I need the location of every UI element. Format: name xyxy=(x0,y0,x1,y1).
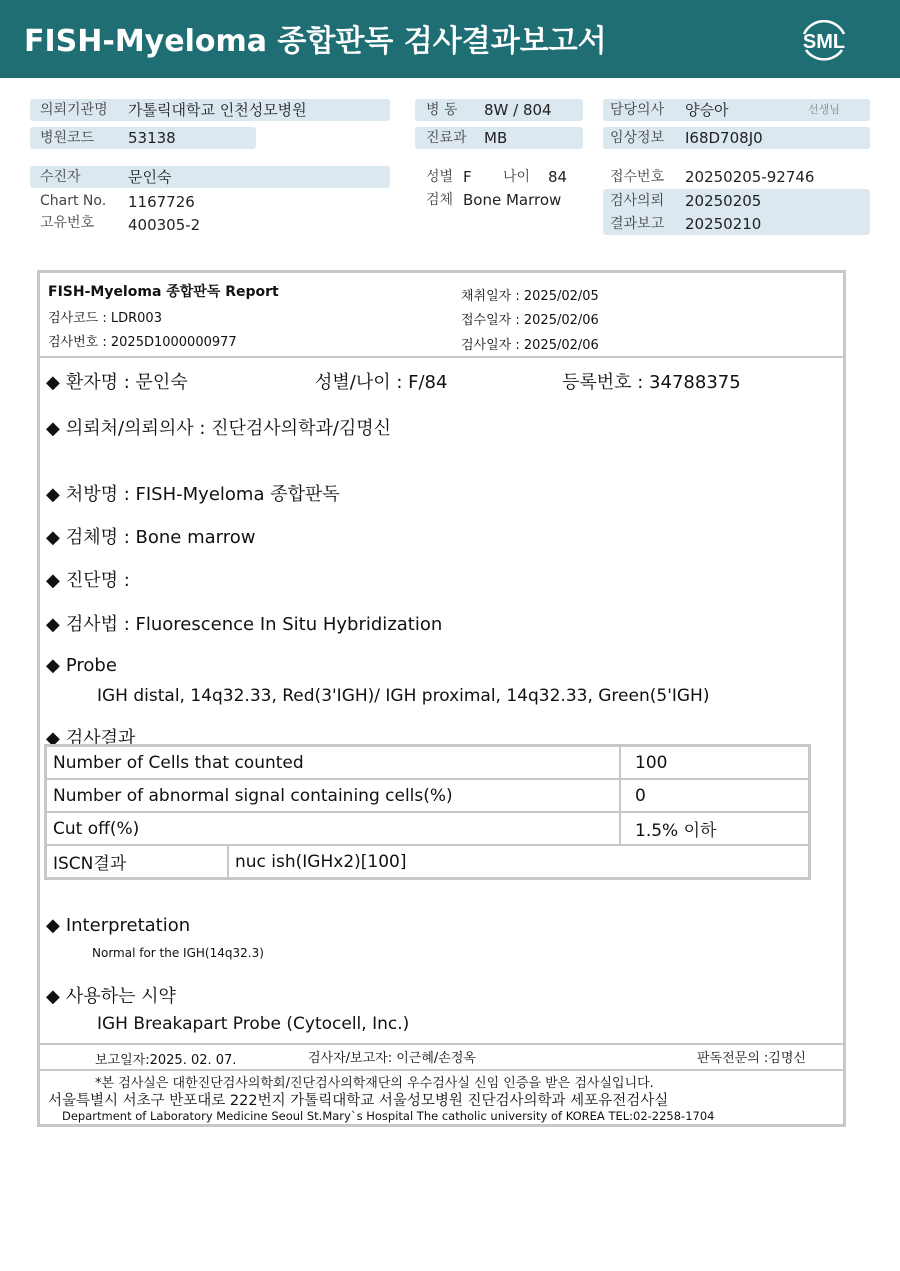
report-header xyxy=(40,273,843,358)
specimen-value: Bone Marrow xyxy=(463,191,562,209)
table-row xyxy=(46,779,810,812)
diamond-icon: ◆ xyxy=(46,372,60,393)
test-number: 검사번호 : 2025D1000000977 xyxy=(48,335,237,350)
request-value: 20250205 xyxy=(685,192,762,210)
referrer-line: ◆ 의뢰처/의뢰의사 : 진단검사의학과/김명신 xyxy=(46,418,392,439)
table-row xyxy=(46,746,810,780)
probe-text: IGH distal, 14q32.33, Red(3'IGH)/ IGH proximal, 14q32.33, Green(5'IGH) xyxy=(97,686,710,706)
doctor-suffix: 선생님 xyxy=(808,103,840,116)
sex-value: F xyxy=(463,168,472,186)
table-row xyxy=(46,845,810,879)
footer-divider-1 xyxy=(40,1043,843,1045)
footer-divider-2 xyxy=(40,1069,843,1071)
sml-logo xyxy=(796,12,852,68)
report-label: 결과보고 xyxy=(610,216,665,232)
diamond-icon: ◆ xyxy=(46,986,60,1007)
dept-value: MB xyxy=(484,129,508,147)
report-date: 보고일자:2025. 02. 07. xyxy=(95,1053,237,1068)
patient-value: 문인숙 xyxy=(128,168,172,186)
iscn-label: ISCN결과 xyxy=(46,845,229,879)
report-value: 20250210 xyxy=(685,215,762,233)
patient-row-bg xyxy=(30,166,390,188)
sex-age-line: 성별/나이 : F/84 xyxy=(315,372,448,393)
clinical-label: 임상정보 xyxy=(610,130,665,146)
specimen-line: ◆ 검체명 : Bone marrow xyxy=(46,527,256,548)
diamond-icon: ◆ xyxy=(46,614,60,635)
specialist: 판독전문의 :김명신 xyxy=(697,1051,806,1066)
diamond-icon: ◆ xyxy=(46,655,60,676)
diamond-icon: ◆ xyxy=(46,527,60,548)
receive-date: 접수일자 : 2025/02/06 xyxy=(461,313,599,328)
clinical-value: I68D708J0 xyxy=(685,129,763,147)
patient-line: ◆ 환자명 : 문인숙 xyxy=(46,372,188,393)
reg-no-line: 등록번호 : 34788375 xyxy=(562,372,741,393)
row-value: 0 xyxy=(620,779,810,812)
method-line: ◆ 검사법 : Fluorescence In Situ Hybridization xyxy=(46,614,443,635)
age-label: 나이 xyxy=(503,169,531,185)
specimen-label: 검체 xyxy=(426,192,454,208)
hospital-label: 의뢰기관명 xyxy=(40,102,108,118)
result-title: ◆ 검사결과 xyxy=(46,728,136,749)
code-label: 병원코드 xyxy=(40,130,95,146)
diamond-icon: ◆ xyxy=(46,484,60,505)
request-label: 검사의뢰 xyxy=(610,193,665,209)
chart-value: 1167726 xyxy=(128,193,195,211)
exam-date: 검사일자 : 2025/02/06 xyxy=(461,338,599,353)
iscn-value: nuc ish(IGHx2)[100] xyxy=(228,845,810,879)
report-title: FISH-Myeloma 종합판독 Report xyxy=(48,284,279,300)
doctor-label: 담당의사 xyxy=(610,102,665,118)
receipt-value: 20250205-92746 xyxy=(685,168,815,186)
row-label: Number of abnormal signal containing cells(%) xyxy=(46,779,621,812)
ward-value: 8W / 804 xyxy=(484,101,552,119)
diamond-icon: ◆ xyxy=(46,915,60,936)
page-title: FISH-Myeloma 종합판독 검사결과보고서 xyxy=(24,24,607,59)
logo-text: SML xyxy=(802,31,846,53)
prescription-line: ◆ 처방명 : FISH-Myeloma 종합판독 xyxy=(46,484,340,505)
unique-value: 400305-2 xyxy=(128,216,201,234)
unique-label: 고유번호 xyxy=(40,215,95,231)
row-label: Cut off(%) xyxy=(46,812,621,845)
interp-title: ◆ Interpretation xyxy=(46,915,191,936)
row-label: Number of Cells that counted xyxy=(46,746,621,780)
interp-text: Normal for the IGH(14q32.3) xyxy=(92,946,264,960)
lab-dept-en: Department of Laboratory Medicine Seoul St.Mary`s Hospital The catholic university of KOREA TEL:02-2258-1704 xyxy=(62,1109,715,1123)
probe-title: ◆ Probe xyxy=(46,655,117,676)
table-row xyxy=(46,812,810,845)
row-value: 1.5% 이하 xyxy=(620,812,810,845)
sex-label: 성별 xyxy=(426,169,454,185)
certification-note: *본 검사실은 대한진단검사의학회/진단검사의학재단의 우수검사실 신임 인증을 받은 검사실입니다. xyxy=(95,1076,654,1091)
lab-address: 서울특별시 서초구 반포대로 222번지 가톨릭대학교 서울성모병원 진단검사의학과 세포유전검사실 xyxy=(48,1093,669,1109)
diamond-icon: ◆ xyxy=(46,418,60,439)
diamond-icon: ◆ xyxy=(46,728,60,749)
code-value: 53138 xyxy=(128,129,176,147)
test-code: 검사코드 : LDR003 xyxy=(48,311,162,326)
examiner: 검사자/보고자: 이근혜/손정옥 xyxy=(308,1051,476,1066)
hospital-value: 가톨릭대학교 인천성모병원 xyxy=(128,101,307,119)
header-bar xyxy=(0,0,900,78)
patient-label: 수진자 xyxy=(40,169,81,185)
result-table xyxy=(44,744,811,880)
diagnosis-line: ◆ 진단명 : xyxy=(46,570,130,591)
age-value: 84 xyxy=(548,168,568,186)
diamond-icon: ◆ xyxy=(46,570,60,591)
receipt-label: 접수번호 xyxy=(610,169,665,185)
collect-date: 채취일자 : 2025/02/05 xyxy=(461,289,599,304)
chart-label: Chart No. xyxy=(40,193,107,209)
ward-label: 병 동 xyxy=(426,102,458,118)
reagent-text: IGH Breakapart Probe (Cytocell, Inc.) xyxy=(97,1014,410,1034)
reagent-title: ◆ 사용하는 시약 xyxy=(46,986,176,1007)
dept-label: 진료과 xyxy=(426,130,467,146)
doctor-value: 양승아 xyxy=(685,101,729,119)
row-value: 100 xyxy=(620,746,810,780)
